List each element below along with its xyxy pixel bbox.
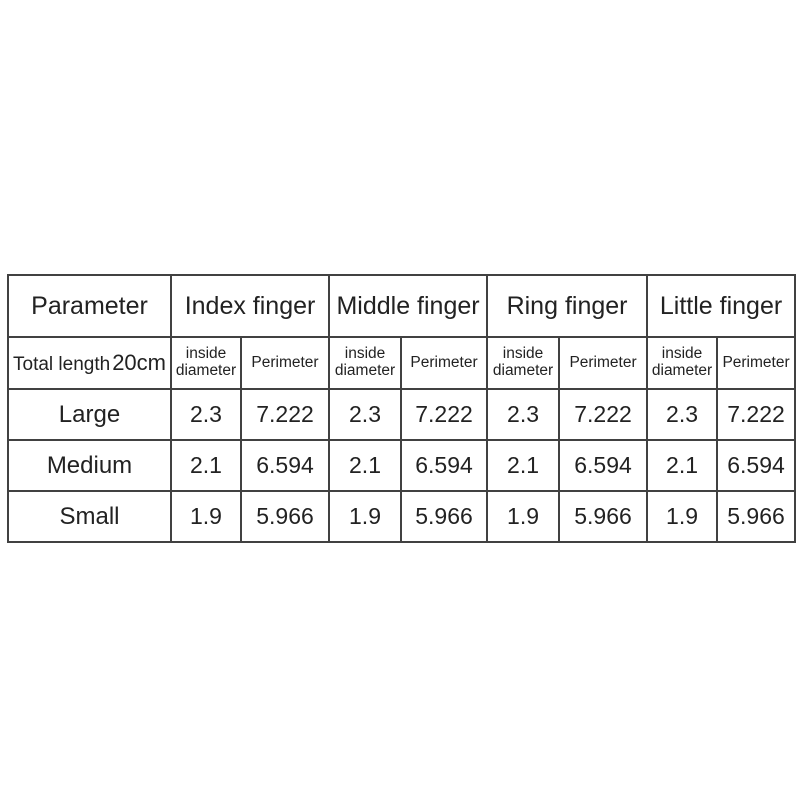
value-cell: 1.9 [171, 491, 241, 542]
parameter-header: Parameter [8, 275, 171, 337]
value-cell: 7.222 [401, 389, 487, 440]
subheader-inside-diameter-middle: inside diameter [329, 337, 401, 389]
subheader-inside-diameter-little: inside diameter [647, 337, 717, 389]
size-label: Medium [8, 440, 171, 491]
value-cell: 2.3 [329, 389, 401, 440]
value-cell: 5.966 [717, 491, 795, 542]
value-cell: 7.222 [241, 389, 329, 440]
header-row-measures [8, 337, 795, 389]
size-label: Large [8, 389, 171, 440]
size-label: Small [8, 491, 171, 542]
subheader-inside-diameter-index: inside diameter [171, 337, 241, 389]
value-cell: 2.1 [171, 440, 241, 491]
subheader-perimeter-ring: Perimeter [559, 337, 647, 389]
total-length-header [8, 337, 171, 389]
value-cell: 2.1 [329, 440, 401, 491]
value-cell: 6.594 [559, 440, 647, 491]
value-cell: 2.1 [647, 440, 717, 491]
value-cell: 6.594 [717, 440, 795, 491]
total-length-label: Total length [13, 354, 111, 375]
finger-header-ring: Ring finger [487, 275, 647, 337]
subheader-perimeter-index: Perimeter [241, 337, 329, 389]
subheader-perimeter-middle: Perimeter [401, 337, 487, 389]
table-row-medium [8, 440, 795, 491]
value-cell: 5.966 [559, 491, 647, 542]
subheader-inside-diameter-ring: inside diameter [487, 337, 559, 389]
value-cell: 5.966 [241, 491, 329, 542]
subheader-perimeter-little: Perimeter [717, 337, 795, 389]
value-cell: 5.966 [401, 491, 487, 542]
table-row-large [8, 389, 795, 440]
value-cell: 7.222 [559, 389, 647, 440]
value-cell: 2.3 [171, 389, 241, 440]
value-cell: 2.3 [487, 389, 559, 440]
finger-size-spec-table [7, 274, 796, 543]
table-row-small [8, 491, 795, 542]
value-cell: 1.9 [647, 491, 717, 542]
value-cell: 1.9 [329, 491, 401, 542]
finger-header-middle: Middle finger [329, 275, 487, 337]
total-length-value: 20cm [112, 350, 166, 375]
value-cell: 6.594 [241, 440, 329, 491]
value-cell: 2.3 [647, 389, 717, 440]
value-cell: 1.9 [487, 491, 559, 542]
header-row-fingers [8, 275, 795, 337]
value-cell: 2.1 [487, 440, 559, 491]
finger-header-index: Index finger [171, 275, 329, 337]
value-cell: 7.222 [717, 389, 795, 440]
finger-header-little: Little finger [647, 275, 795, 337]
value-cell: 6.594 [401, 440, 487, 491]
